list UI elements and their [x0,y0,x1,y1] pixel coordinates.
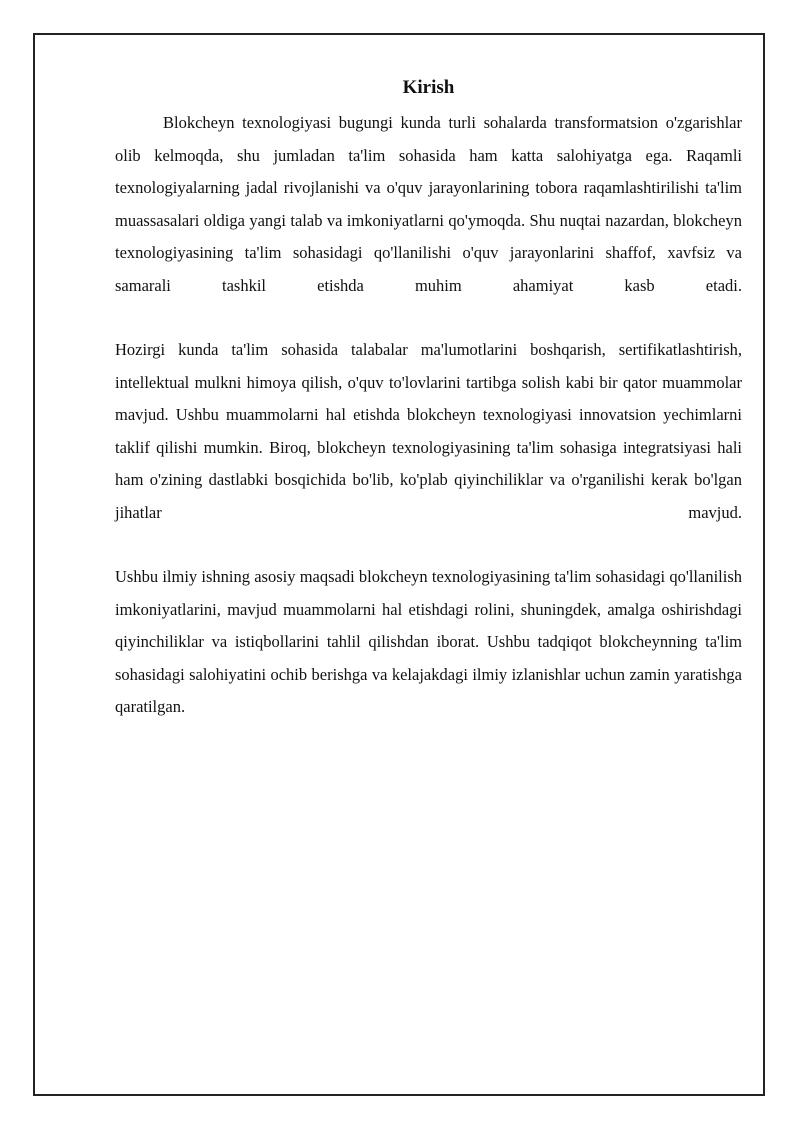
paragraph-intro: Blokcheyn texnologiyasi bugungi kunda turli sohalarda transformatsion o'zgarishlar olib kelmoqda, shu jumladan ta'lim sohasida ham katta salohiyatga ega. Raqamli texnologiyalarning jadal rivojlanishi va o'quv jarayonlarining tobora raqamlashtirilishi ta'lim muassasalari oldiga yangi talab va imkoniyatlarni qo'ymoqda. Shu nuqtai nazardan, blokcheyn texnologiyasining ta'lim sohasidagi qo'llanilishi o'quv jarayonlarini shaffof, xavfsiz va samarali tashkil etishda muhim ahamiyat kasb etadi. [115,113,742,295]
section-title: Kirish [402,77,455,98]
paragraph-goal: Ushbu ilmiy ishning asosiy maqsadi blokcheyn texnologiyasining ta'lim sohasidagi qo'llanilish imkoniyatlarini, mavjud muammolarni hal etishdagi rolini, shuningdek, amalga oshirishdagi qiyinchiliklar va istiqbollarini tahlil qilishdan iborat. Ushbu tadqiqot blokcheynning ta'lim sohasidagi salohiyatini ochib berishga va kelajakdagi ilmiy izlanishlar uchun zamin yaratishga qaratilgan. [115,567,742,716]
document-body [115,75,742,724]
paragraph-problems: Hozirgi kunda ta'lim sohasida talabalar ma'lumotlarini boshqarish, sertifikatlashtirish, intellektual mulkni himoya qilish, o'quv to'lovlarini tartibga solish kabi bir qator muammolar mavjud. Ushbu muammolarni hal etishda blokcheyn texnologiyasi innovatsion yechimlarni taklif qilishi mumkin. Biroq, blokcheyn texnologiyasining ta'lim sohasiga integratsiyasi hali ham o'zining dastlabki bosqichida bo'lib, ko'plab qiyinchiliklar va o'rganilishi kerak bo'lgan jihatlar mavjud. [115,340,742,522]
